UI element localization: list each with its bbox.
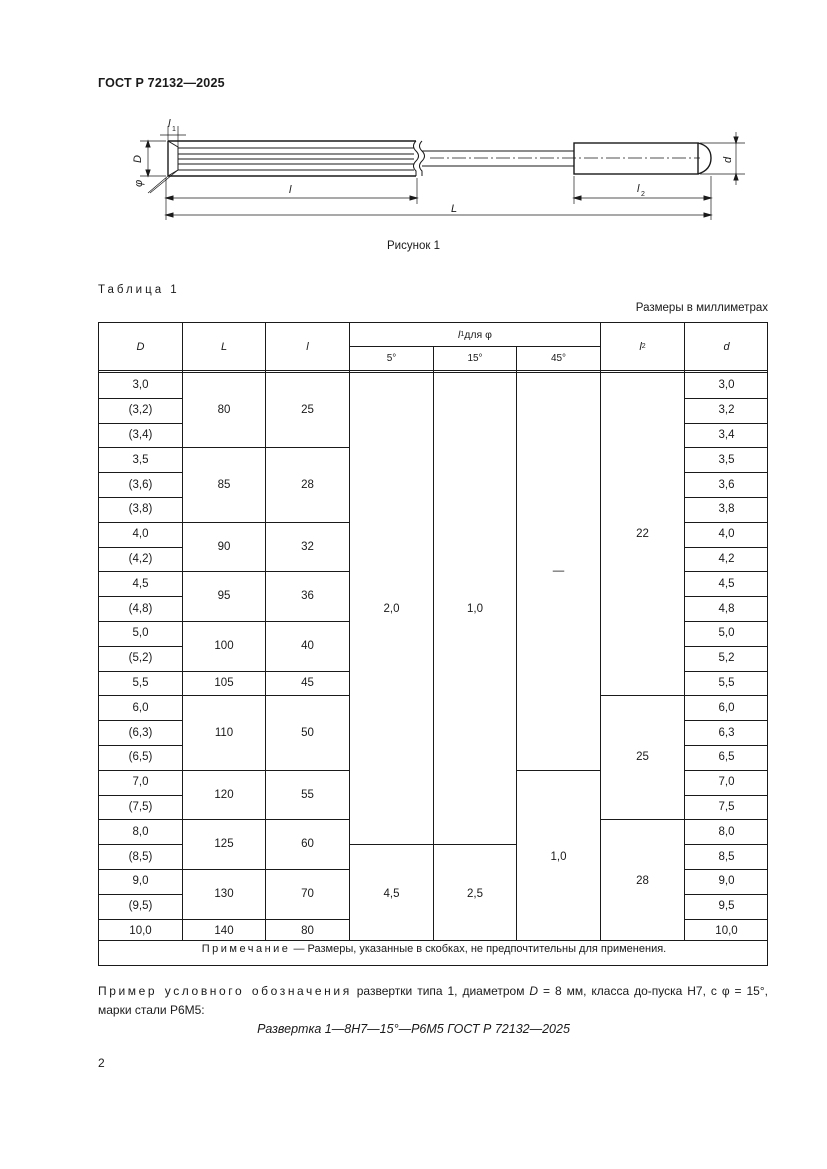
cell-d: 7,5 [718, 800, 735, 813]
cell-l: 28 [301, 478, 314, 491]
cell-d: 9,5 [718, 900, 735, 913]
cell-l2: 25 [636, 751, 649, 764]
dim-label-phi: φ [133, 179, 145, 187]
cell-D: (3,8) [128, 503, 153, 516]
col-header-l2: l 2 [639, 340, 646, 353]
cell-d: 6,5 [718, 751, 735, 764]
col-header-L: L [220, 340, 228, 353]
table-title: Таблица 1 [98, 284, 180, 296]
example-var-D: D [529, 984, 539, 998]
cell-l: 45 [301, 676, 314, 689]
cell-d: 3,5 [718, 453, 735, 466]
cell-d: 3,6 [718, 478, 735, 491]
col-header-D: D [136, 340, 145, 353]
cell-phi15: 2,5 [467, 887, 483, 900]
example-paragraph [98, 982, 768, 1020]
cell-D: (8,5) [128, 850, 153, 863]
cell-L: 110 [214, 726, 234, 739]
figure-caption: Рисунок 1 [387, 240, 440, 252]
cell-l: 25 [301, 404, 314, 417]
col-header-l: l [306, 340, 309, 353]
cell-D: (4,8) [128, 602, 153, 615]
cell-d: 4,8 [718, 602, 735, 615]
cell-D: (9,5) [128, 900, 153, 913]
cell-d: 4,5 [718, 577, 735, 590]
dim-label-l1-sub: 1 [172, 126, 176, 133]
cell-D: 9,0 [132, 875, 149, 888]
example-text-a: развертки типа 1, диаметром [351, 984, 530, 998]
cell-d: 10,0 [715, 924, 738, 937]
dim-label-l2-sub: 2 [641, 191, 645, 198]
cell-phi45: 1,0 [550, 850, 567, 863]
cell-l: 32 [301, 540, 314, 553]
cell-D: (6,3) [128, 726, 153, 739]
cell-L: 105 [214, 676, 234, 689]
dim-label-l1: l [168, 118, 171, 130]
cell-d: 3,2 [718, 404, 735, 417]
cell-l2: 28 [636, 875, 649, 888]
cell-D: 8,0 [132, 825, 149, 838]
cell-D: (6,5) [128, 751, 153, 764]
dim-label-L: L [451, 203, 458, 215]
cell-D: (3,6) [128, 478, 153, 491]
cell-d: 4,2 [718, 552, 735, 565]
units-note: Размеры в миллиметрах [635, 302, 768, 314]
cell-D: 5,5 [132, 676, 149, 689]
cell-l2: 22 [636, 528, 649, 541]
cell-D: 7,0 [132, 776, 149, 789]
cell-d: 7,0 [718, 776, 735, 789]
dim-label-l: l [289, 184, 292, 196]
cell-d: 3,8 [718, 503, 735, 516]
cell-d: 3,4 [718, 428, 735, 441]
dim-label-l2: l [637, 183, 640, 195]
standard-header: ГОСТ Р 72132—2025 [98, 76, 225, 90]
cell-D: (7,5) [128, 800, 153, 813]
cell-d: 3,0 [718, 379, 735, 392]
cell-L: 95 [217, 590, 231, 603]
note-label: Примечание [201, 943, 291, 955]
cell-d: 5,0 [718, 627, 735, 640]
cell-l: 60 [301, 838, 314, 851]
table-note [104, 943, 764, 955]
example-text-b: = 8 мм, класса до-пуска H7, с φ = 15°, марки стали Р6М5: [98, 984, 768, 1017]
cell-L: 90 [217, 540, 231, 553]
cell-d: 4,0 [718, 528, 735, 541]
cell-phi5: 4,5 [383, 887, 400, 900]
cell-d: 5,5 [718, 676, 735, 689]
cell-D: 10,0 [129, 924, 152, 937]
cell-L: 130 [214, 887, 234, 900]
col-header-phi15: 15° [467, 353, 483, 364]
cell-d: 8,5 [718, 850, 735, 863]
cell-d: 8,0 [718, 825, 735, 838]
dim-label-D: D [132, 155, 144, 163]
cell-D: (5,2) [128, 652, 153, 665]
cell-L: 125 [214, 838, 234, 851]
cell-d: 6,0 [718, 701, 735, 714]
cell-phi45: — [552, 565, 565, 578]
col-header-d: d [723, 340, 730, 353]
cell-d: 9,0 [718, 875, 735, 888]
cell-l: 50 [301, 726, 314, 739]
cell-D: (3,2) [128, 404, 153, 417]
cell-D: 4,5 [132, 577, 149, 590]
cell-l: 36 [301, 590, 314, 603]
col-header-phi45: 45° [550, 353, 567, 364]
cell-D: 6,0 [132, 701, 149, 714]
note-text: — Размеры, указанные в скобках, не предпочтительны для применения. [290, 943, 667, 955]
page-number: 2 [98, 1056, 105, 1070]
cell-D: 4,0 [132, 528, 149, 541]
designation-example: Развертка 1—8H7—15°—P6M5 ГОСТ Р 72132—2025 [257, 1022, 570, 1036]
cell-L: 140 [214, 924, 234, 937]
col-header-l1-group: l 1 для φ [458, 328, 492, 341]
cell-d: 6,3 [718, 726, 735, 739]
cell-D: 3,0 [132, 379, 149, 392]
cell-D: 3,5 [132, 453, 149, 466]
dim-label-d: d [722, 156, 734, 163]
cell-l: 55 [301, 788, 314, 801]
cell-L: 100 [214, 639, 234, 652]
cell-l: 70 [301, 887, 314, 900]
cell-L: 120 [214, 788, 234, 801]
cell-L: 85 [217, 478, 231, 491]
col-header-phi5: 5° [386, 353, 397, 364]
cell-d: 5,2 [718, 652, 735, 665]
cell-L: 80 [217, 404, 231, 417]
cell-l: 80 [301, 924, 314, 937]
cell-D: 5,0 [132, 627, 149, 640]
cell-D: (3,4) [128, 428, 153, 441]
example-lead: Пример условного обозначения [98, 984, 352, 998]
cell-D: (4,2) [128, 552, 153, 565]
cell-l: 40 [301, 639, 314, 652]
cell-phi5: 2,0 [383, 602, 400, 615]
cell-phi15: 1,0 [467, 602, 483, 615]
